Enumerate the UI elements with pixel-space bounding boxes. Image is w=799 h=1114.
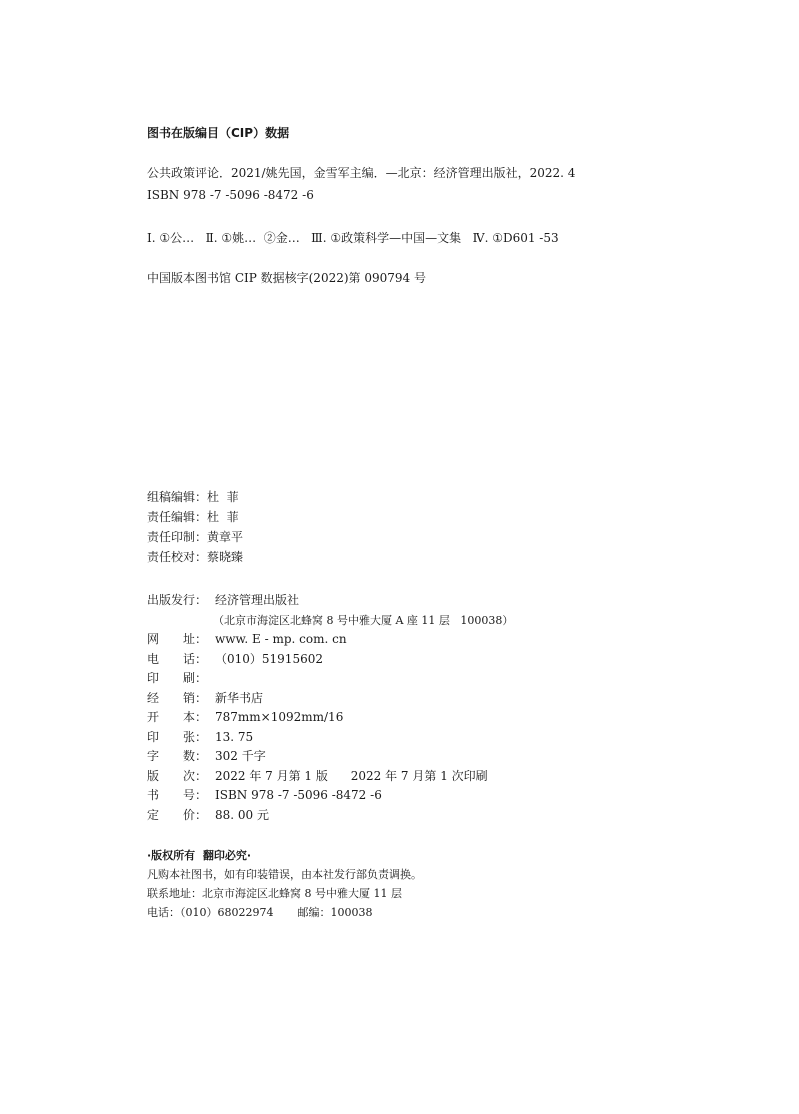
publisher-value: 经济管理出版社	[215, 593, 300, 607]
pub-field-label: 电 话：	[147, 651, 207, 666]
cip-title: 图书在版编目（CIP）数据	[147, 126, 290, 140]
copyright-footer	[147, 846, 422, 922]
contact-postcode: 邮编：100038	[297, 906, 373, 919]
cip-record-number: 中国版本图书馆 CIP 数据核字(2022)第 090794 号	[147, 271, 426, 285]
copyright-notice-title: ·版权所有 翻印必究·	[147, 849, 252, 862]
pub-field-label: 开 本：	[147, 710, 207, 724]
pub-field-label: 版 次：	[147, 768, 207, 783]
staff-label: 责任校对：	[147, 550, 208, 564]
pub-field-label: 网 址：	[147, 632, 207, 646]
pub-field-printer	[147, 669, 513, 689]
cip-bibliographic-line: 公共政策评论．2021/姚先国，金雪军主编．—北京：经济管理出版社，2022. 4	[147, 166, 576, 180]
pub-field-label: 定 价：	[147, 807, 207, 822]
editorial-staff	[147, 487, 243, 567]
pub-field-value: 88. 00 元	[215, 807, 269, 822]
pub-field-phone	[147, 650, 513, 670]
staff-value: 黄章平	[207, 530, 244, 544]
return-policy-notice: 凡购本社图书，如有印装错误，由本社发行部负责调换。	[147, 868, 422, 881]
staff-row-print-manager	[147, 527, 243, 547]
staff-row-acquisition-editor	[147, 487, 243, 507]
pub-field-value: （010）51915602	[215, 651, 323, 666]
publisher-address: （北京市海淀区北蜂窝 8 号中雅大厦 A 座 11 层 100038）	[213, 613, 514, 627]
contact-phone: 电话：（010）68022974	[147, 906, 274, 919]
staff-value: 蔡晓臻	[207, 550, 244, 564]
staff-row-proofreader	[147, 547, 243, 567]
publisher-row	[147, 591, 513, 611]
pub-field-format	[147, 708, 513, 728]
pub-field-value: 302 千字	[215, 749, 266, 763]
contact-address: 联系地址：北京市海淀区北蜂窝 8 号中雅大厦 11 层	[147, 887, 402, 900]
publisher-label: 出版发行：	[147, 593, 208, 607]
pub-field-value: www. E - mp. com. cn	[215, 632, 347, 646]
pub-field-value: 2022 年 7 月第 1 版 2022 年 7 月第 1 次印刷	[215, 768, 488, 783]
pub-field-price	[147, 806, 513, 826]
staff-label: 责任印制：	[147, 530, 208, 544]
cip-isbn-line: ISBN 978 -7 -5096 -8472 -6	[147, 188, 314, 202]
pub-field-value: 787mm×1092mm/16	[215, 710, 344, 724]
pub-field-printed-sheets	[147, 728, 513, 748]
pub-field-label: 印 张：	[147, 729, 207, 744]
cip-subject-line: Ⅰ. ①公… Ⅱ. ①姚… ②金… Ⅲ. ①政策科学—中国—文集 Ⅳ. ①D601 -53	[147, 231, 559, 245]
pub-field-label: 经 销：	[147, 690, 207, 705]
pub-field-label: 字 数：	[147, 749, 207, 763]
pub-field-distributor	[147, 689, 513, 709]
staff-label: 责任编辑：	[147, 510, 208, 524]
pub-field-edition	[147, 767, 513, 787]
pub-field-value: 新华书店	[215, 690, 264, 705]
pub-field-word-count	[147, 747, 513, 767]
staff-value: 杜 菲	[207, 490, 239, 504]
staff-value: 杜 菲	[207, 510, 239, 524]
publication-info	[147, 591, 513, 825]
staff-row-responsible-editor	[147, 507, 243, 527]
pub-field-isbn	[147, 786, 513, 806]
pub-field-website	[147, 630, 513, 650]
pub-field-label: 书 号：	[147, 788, 207, 802]
contact-phone-row	[147, 903, 422, 922]
staff-label: 组稿编辑：	[147, 490, 208, 504]
pub-field-value: ISBN 978 -7 -5096 -8472 -6	[215, 788, 382, 802]
pub-field-value: 13. 75	[215, 729, 254, 744]
pub-field-label: 印 刷：	[147, 671, 207, 685]
